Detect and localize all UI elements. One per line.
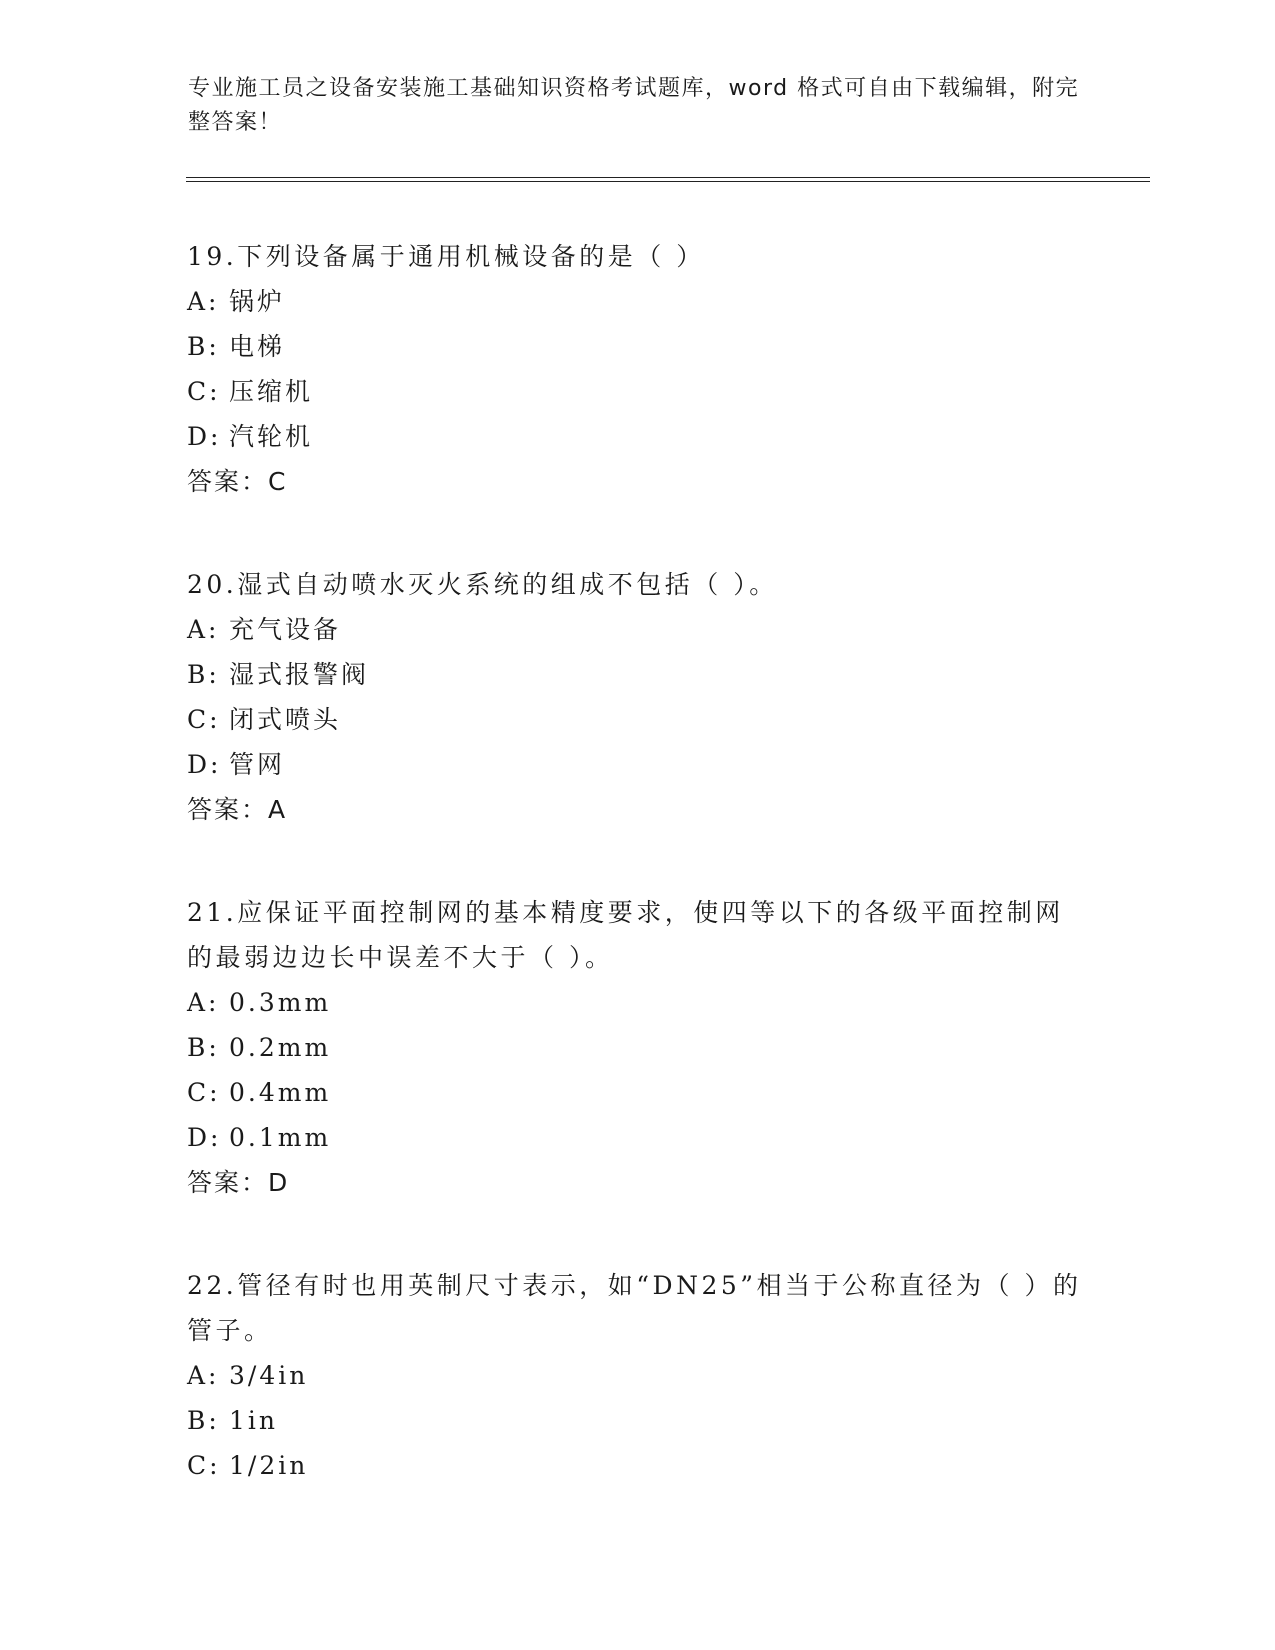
option-text: 汽轮机 xyxy=(229,422,314,451)
option-text: 管网 xyxy=(229,750,286,779)
option-c xyxy=(187,697,1087,742)
option-d xyxy=(187,414,1087,459)
header-double-rule xyxy=(186,177,1150,182)
option-text: 1/2in xyxy=(229,1451,309,1480)
question-20 xyxy=(187,562,1087,832)
answer-line: 答案：D xyxy=(187,1168,290,1197)
document-header: 专业施工员之设备安装施工基础知识资格考试题库，word 格式可自由下载编辑，附完整答案！ xyxy=(188,76,1080,135)
option-text: 0.2mm xyxy=(229,1033,332,1062)
option-a xyxy=(187,607,1087,652)
option-text: 0.1mm xyxy=(229,1123,332,1152)
answer-line: 答案：C xyxy=(187,467,288,496)
option-a xyxy=(187,980,1087,1025)
option-b xyxy=(187,324,1087,369)
option-text: 电梯 xyxy=(229,332,286,361)
option-key: B: xyxy=(187,1406,220,1435)
option-key: A: xyxy=(187,988,220,1017)
option-text: 锅炉 xyxy=(229,287,286,316)
question-19 xyxy=(187,234,1087,504)
option-key: C: xyxy=(187,377,221,406)
option-text: 压缩机 xyxy=(229,377,314,406)
option-b xyxy=(187,1398,1087,1443)
option-key: A: xyxy=(187,615,220,644)
option-key: D: xyxy=(187,1123,222,1152)
option-c xyxy=(187,1070,1087,1115)
question-list xyxy=(187,234,1087,1546)
option-key: B: xyxy=(187,332,220,361)
option-text: 充气设备 xyxy=(229,615,342,644)
answer-line: 答案：A xyxy=(187,795,288,824)
option-c xyxy=(187,369,1087,414)
option-key: C: xyxy=(187,1078,221,1107)
option-key: A: xyxy=(187,1361,220,1390)
question-stem: 20.湿式自动喷水灭火系统的组成不包括（ ）。 xyxy=(187,570,778,599)
option-text: 0.4mm xyxy=(229,1078,332,1107)
option-key: B: xyxy=(187,1033,220,1062)
question-22 xyxy=(187,1263,1087,1488)
question-stem: 21.应保证平面控制网的基本精度要求，使四等以下的各级平面控制网的最弱边边长中误差不大于（ ）。 xyxy=(187,898,1064,972)
question-stem: 19.下列设备属于通用机械设备的是（ ） xyxy=(187,242,705,271)
question-stem: 22.管径有时也用英制尺寸表示，如“DN25”相当于公称直径为（ ）的管子。 xyxy=(187,1271,1082,1345)
option-a xyxy=(187,1353,1087,1398)
option-d xyxy=(187,1115,1087,1160)
option-key: D: xyxy=(187,422,222,451)
option-text: 闭式喷头 xyxy=(229,705,342,734)
option-c xyxy=(187,1443,1087,1488)
option-key: C: xyxy=(187,705,221,734)
option-key: C: xyxy=(187,1451,221,1480)
option-b xyxy=(187,652,1087,697)
option-text: 1in xyxy=(229,1406,279,1435)
option-key: A: xyxy=(187,287,220,316)
option-text: 3/4in xyxy=(229,1361,309,1390)
option-key: D: xyxy=(187,750,222,779)
option-text: 0.3mm xyxy=(229,988,332,1017)
option-a xyxy=(187,279,1087,324)
option-b xyxy=(187,1025,1087,1070)
option-d xyxy=(187,742,1087,787)
question-21 xyxy=(187,890,1087,1205)
option-key: B: xyxy=(187,660,220,689)
option-text: 湿式报警阀 xyxy=(229,660,370,689)
